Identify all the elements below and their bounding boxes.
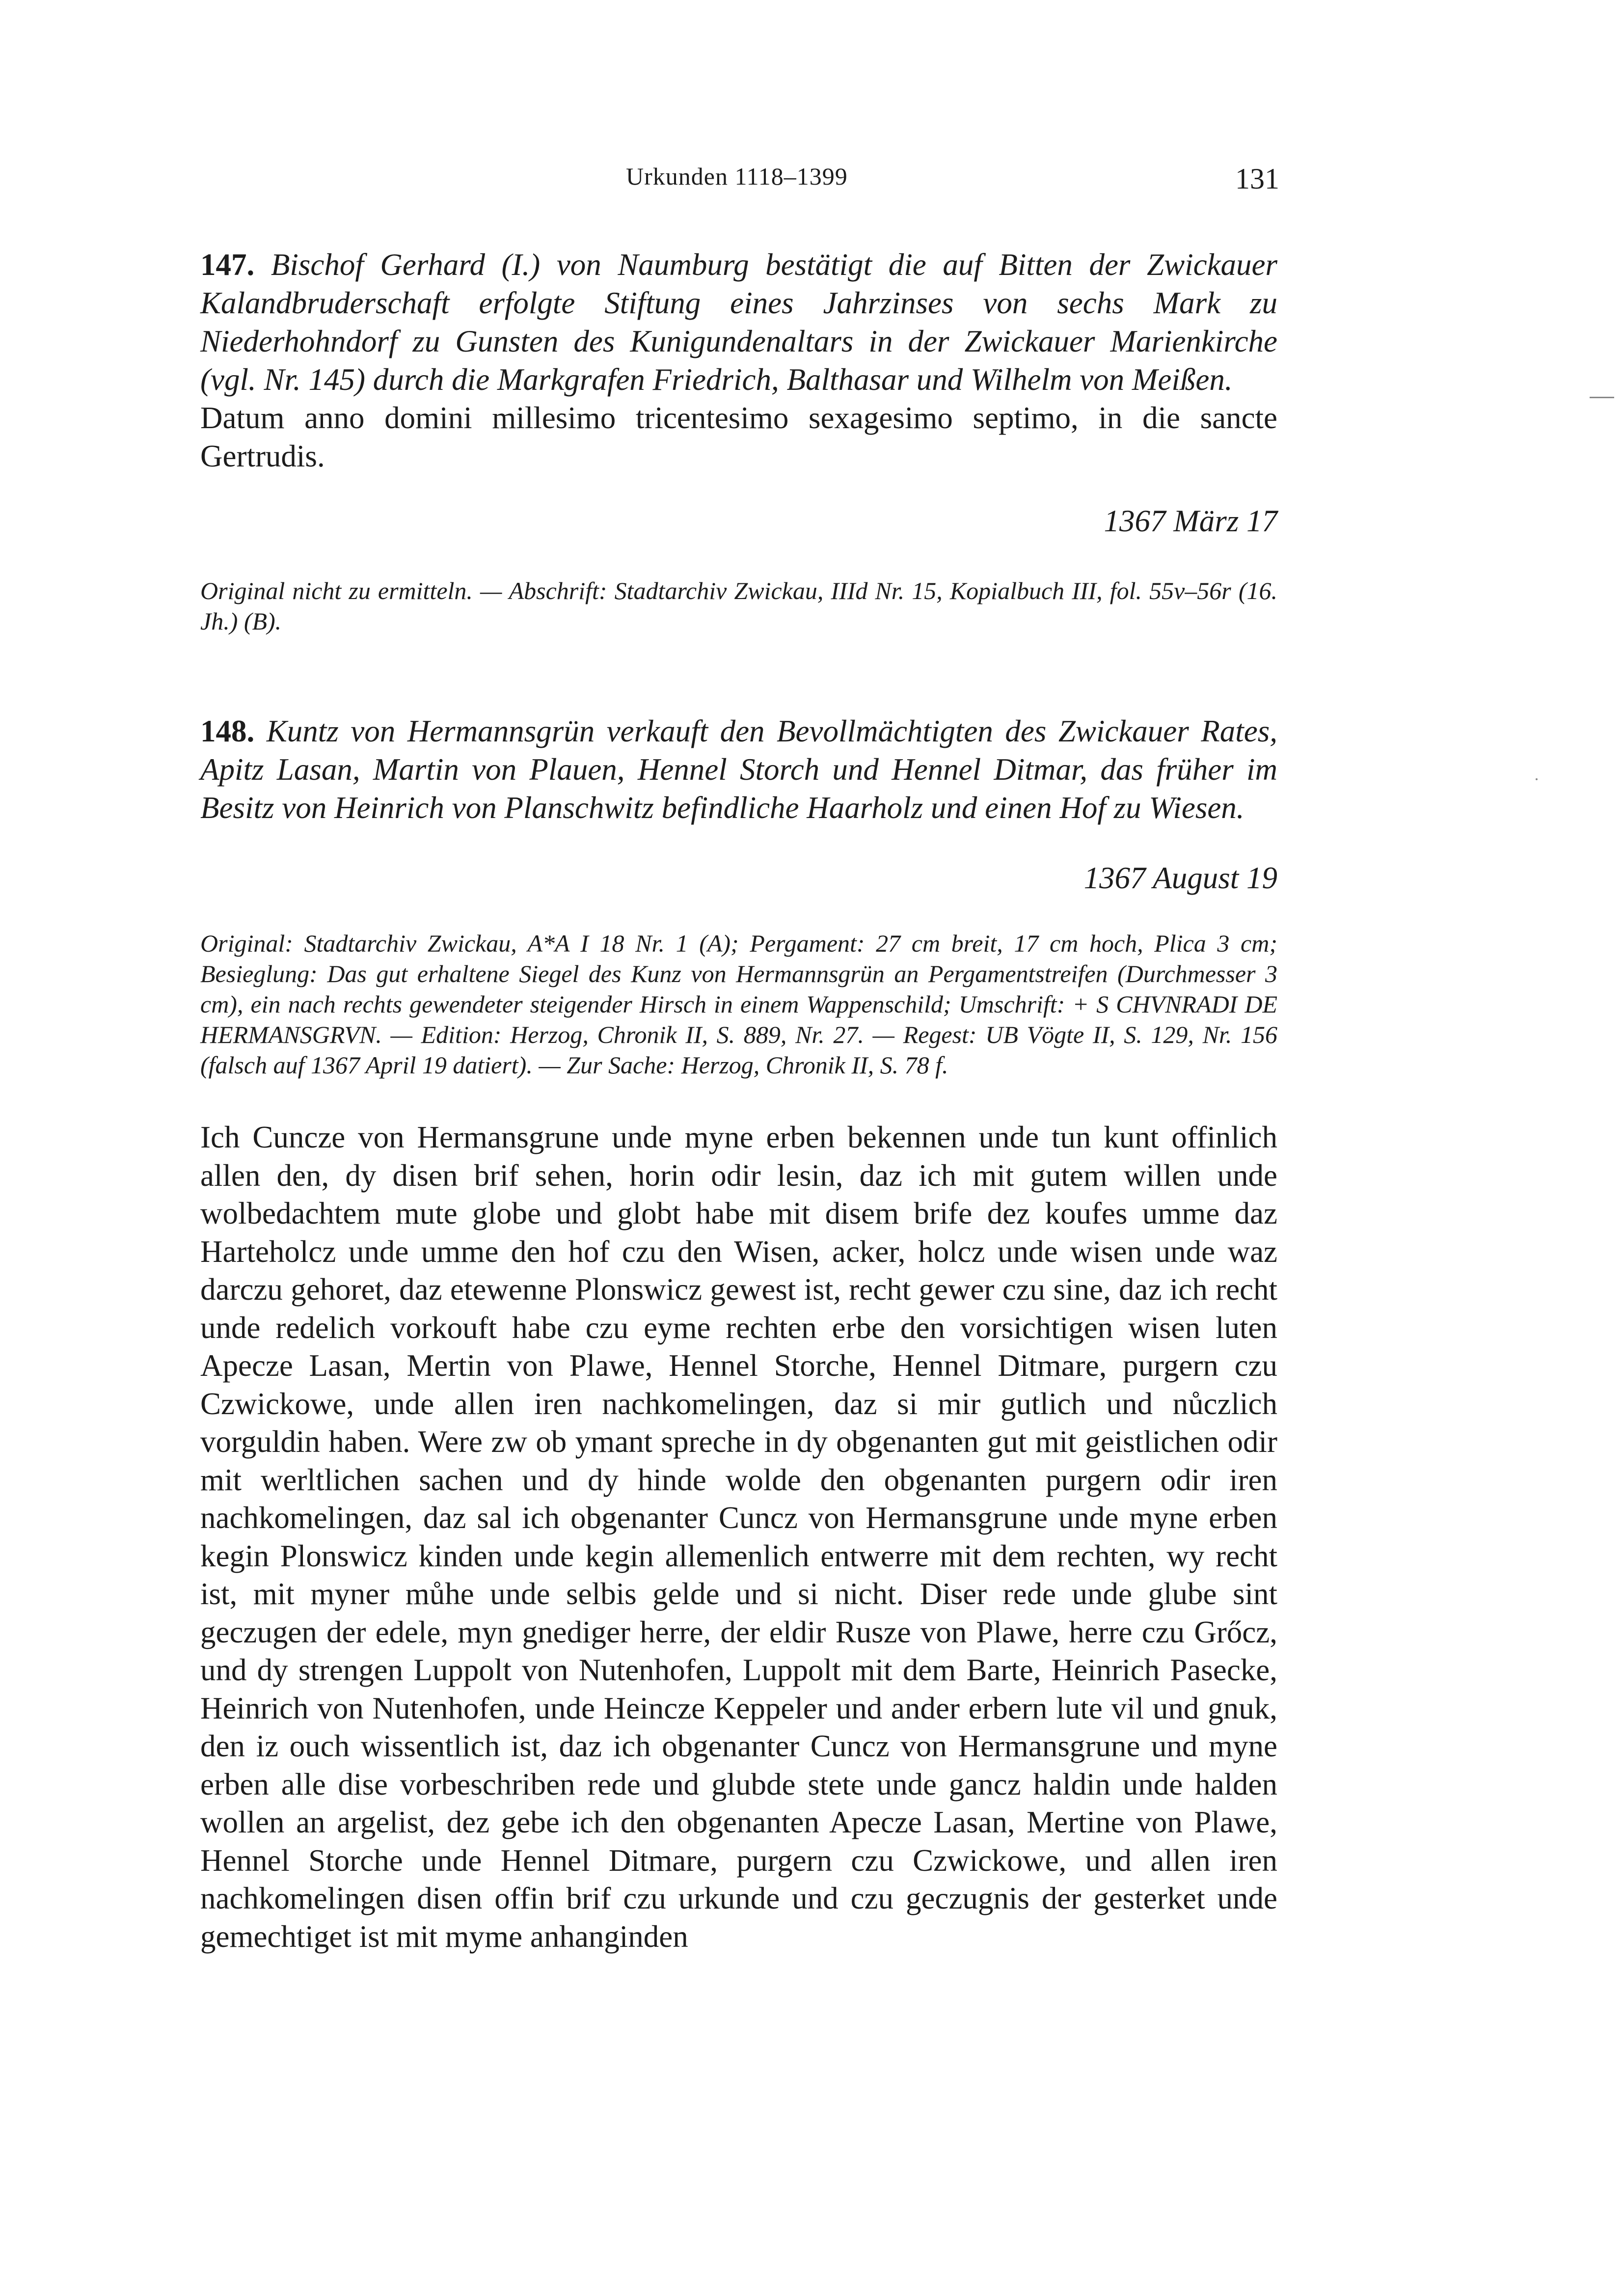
scan-dot (1536, 778, 1538, 780)
doc148-regest: Kuntz von Hermannsgrün verkauft den Bevollmächtigten des Zwickauer Rates, Apitz Lasan, Martin von Plauen, Hennel Storch und Hennel Ditmar, das früher im Besitz von Heinrich von Planschwitz befindliche Haarholz und einen Hof zu Wiesen. (200, 714, 1277, 825)
scan-mark (1590, 397, 1614, 398)
page-number: 131 (1235, 163, 1279, 195)
doc147-regest: Bischof Gerhard (I.) von Naumburg bestätigt die auf Bitten der Zwickauer Kalandbruderschaft erfolgte Stiftung eines Jahrzinses von sechs Mark zu Niederhohndorf zu Gunsten des Kunigundenaltars in der Zwickauer Marienkirche (vgl. Nr. 145) durch die Markgrafen Friedrich, Balthasar und Wilhelm von Meißen. (200, 247, 1278, 397)
doc148-text-block (200, 1119, 1277, 1956)
doc147-note-block (200, 575, 1277, 636)
running-title: Urkunden 1118–1399 (626, 163, 848, 190)
doc147-datum: Datum anno domini millesimo tricentesimo sexagesimo septimo, in die sancte Gertrudis. (200, 401, 1277, 473)
doc147-number: 147. (200, 247, 255, 282)
doc148-heading (200, 712, 1277, 827)
doc147-date: 1367 März 17 (1104, 504, 1277, 538)
document-148 (200, 712, 1277, 827)
doc147-heading (200, 246, 1277, 399)
doc148-date: 1367 August 19 (1083, 861, 1277, 895)
doc148-text: Ich Cuncze von Hermansgrune unde myne erben bekennen unde tun kunt offinlich allen den, dy disen brif sehen, horin odir lesin, daz ich mit gutem willen unde wolbedachtem mute globe und globt habe mit disem brife dez koufes umme daz Harteholcz unde umme den hof czu den Wisen, acker, holcz unde wisen unde waz darczu gehoret, daz etewenne Plonswicz gewest ist, recht gewer czu sine, daz ich recht unde redelich vorkouft habe czu eyme rechten erbe den vorsichtigen wisen luten Apecze Lasan, Mertin von Plawe, Hennel Storche, Hennel Ditmare, purgern czu Czwickowe, unde allen iren nachkomelingen, daz si mir gutlich und nůczlich vorguldin haben. Were zw ob ymant spreche in dy obgenanten gut mit geistlichen odir mit werltlichen sachen und dy hinde wolde den obgenanten purgern odir iren nachkomelingen, daz sal ich obgenanter Cuncz von Hermansgrune unde myne erben kegin Plonswicz kinden unde kegin allemenlich entwerre mit dem rechten, wy recht ist, mit myner můhe unde selbis gelde und si nicht. Diser rede unde glube sint geczugen der edele, myn gnediger herre, der eldir Rusze von Plawe, herre czu Grőcz, und dy strengen Luppolt von Nutenhofen, Luppolt mit dem Barte, Heinrich Pasecke, Heinrich von Nutenhofen, unde Heincze Keppeler und ander erbern lute vil und gnuk, den iz ouch wissentlich ist, daz ich obgenanter Cuncz von Hermansgrune und myne erben alle dise vorbeschriben rede und glubde stete unde gancz haldin unde halden wollen an argelist, dez gebe ich den obgenanten Apecze Lasan, Mertine von Plawe, Hennel Storche unde Hennel Ditmare, purgern czu Czwickowe, und allen iren nachkomelingen disen offin brif czu urkunde und czu geczugnis der gesterket unde gemechtiget ist mit myme anhanginden (200, 1120, 1277, 1954)
doc148-number: 148. (200, 714, 255, 748)
document-147 (200, 246, 1277, 475)
doc148-note: Original: Stadtarchiv Zwickau, A*A I 18 Nr. 1 (A); Pergament: 27 cm breit, 17 cm hoch, Plica 3 cm; Besieglung: Das gut erhaltene Siegel des Kunz von Hermannsgrün an Pergamentstreifen (Durchmesser 3 cm), ein nach rechts gewendeter steigender Hirsch in einem Wappenschild; Umschrift: + S CHVNRADI DE HERMANSGRVN. — Edition: Herzog, Chronik II, S. 889, Nr. 27. — Regest: UB Vögte II, S. 129, Nr. 156 (falsch auf 1367 April 19 datiert). — Zur Sache: Herzog, Chronik II, S. 78 f. (200, 929, 1277, 1079)
doc148-note-block (200, 928, 1277, 1080)
doc147-note: Original nicht zu ermitteln. — Abschrift: Stadtarchiv Zwickau, IIId Nr. 15, Kopialbuch III, fol. 55v–56r (16. Jh.) (B). (200, 577, 1277, 635)
